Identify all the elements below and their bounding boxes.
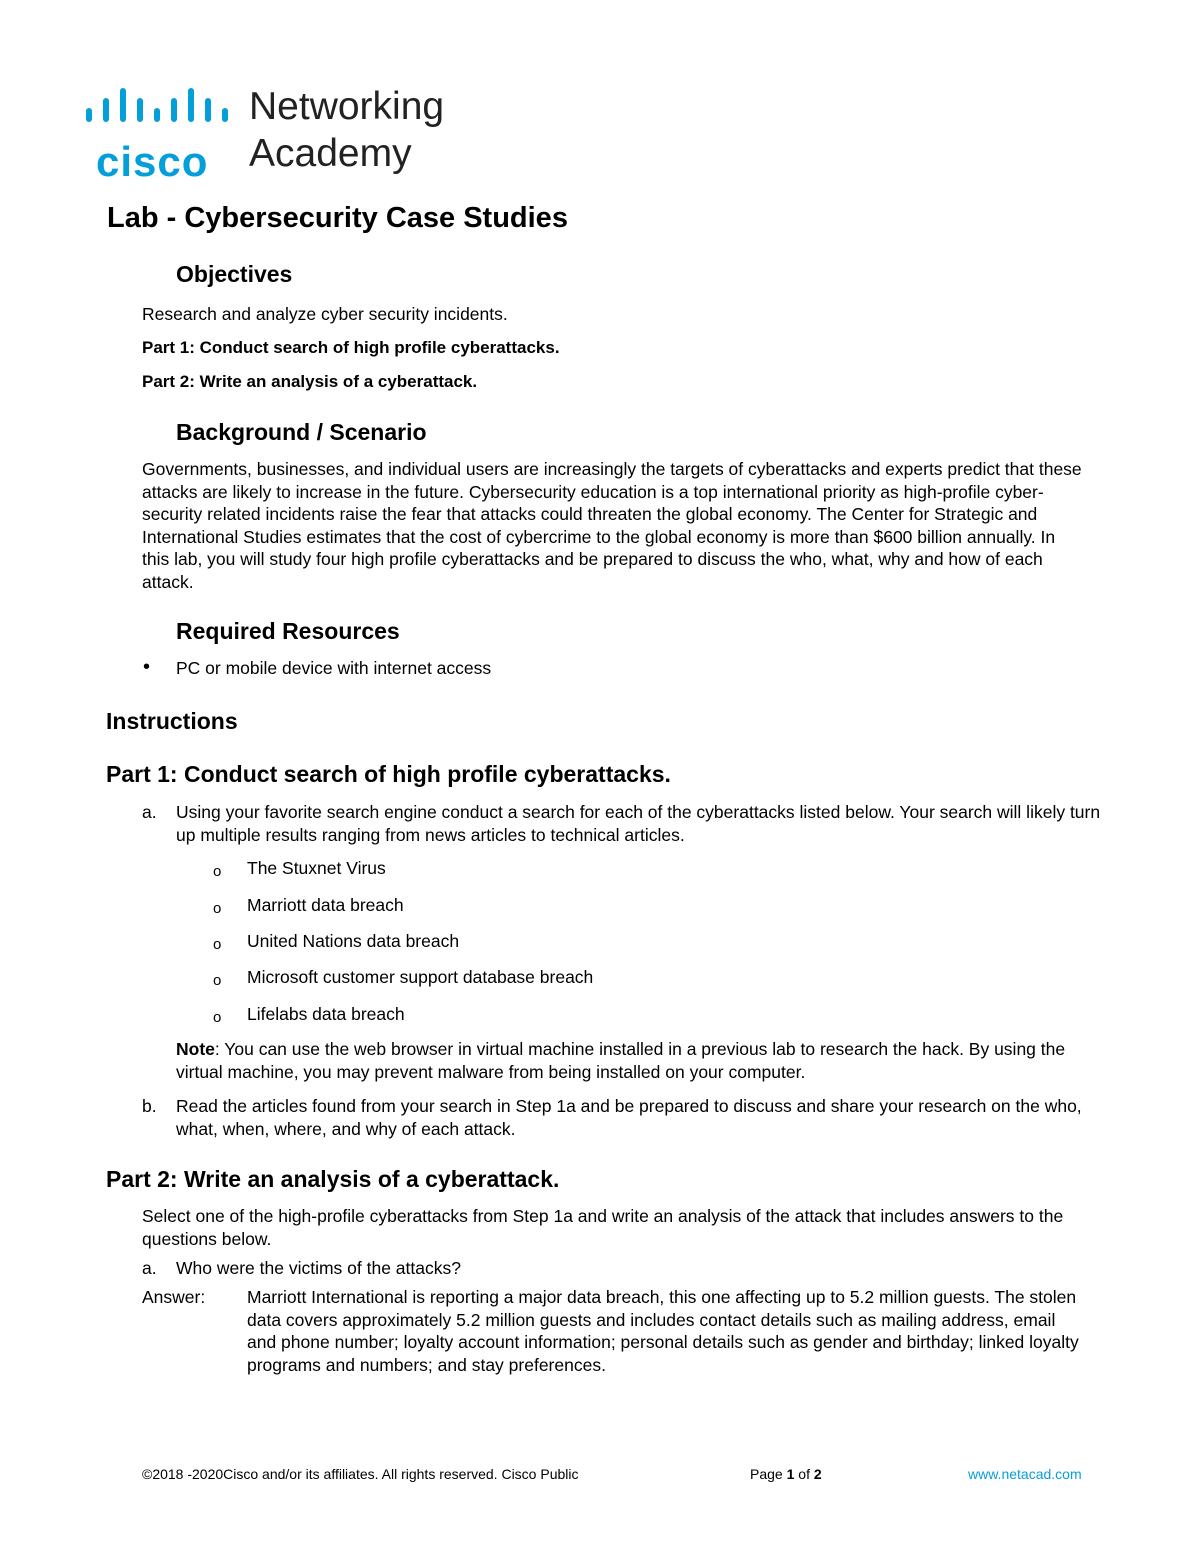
attack-list-item: Lifelabs data breach <box>247 1004 405 1024</box>
answer-text: Marriott International is reporting a major data breach, this one affecting up to 5.2 million guests. The stolen data covers approximately 5.2 million guests and includes contact details such as mailing address, email and phone number; loyalty account information; personal details such as gender and birthday; linked loyalty programs and numbers; and stay preferences. <box>247 1287 1079 1375</box>
page-title: Lab - Cybersecurity Case Studies <box>107 202 568 234</box>
logo-bar <box>120 88 126 122</box>
attack-list-item: United Nations data breach <box>247 931 460 951</box>
attack-list-item: The Stuxnet Virus <box>247 858 386 878</box>
cisco-networking-academy-logo <box>86 85 476 185</box>
resources-heading: Required Resources <box>176 618 400 644</box>
step-a-marker: a. <box>142 802 157 822</box>
footer-page-number <box>750 1466 822 1482</box>
question-a-marker: a. <box>142 1258 157 1278</box>
sub-bullet-icon: o <box>213 900 222 917</box>
note-body: : You can use the web browser in virtual machine installed in a previous lab to research the hack. By using the virtual machine, you may prevent malware from being installed on your computer. <box>176 1039 1066 1082</box>
sub-bullet-icon: o <box>213 972 222 989</box>
sub-bullet-icon: o <box>213 936 222 953</box>
attack-list-item: Marriott data breach <box>247 895 404 915</box>
step-b-text: Read the articles found from your search in Step 1a and be prepared to discuss and share your research on the who, what, when, where, and why of each attack. <box>176 1096 1082 1139</box>
step-a-text: Using your favorite search engine conduct a search for each of the cyberattacks listed below. Your search will likely turn up multiple results ranging from news articles to technical articles. <box>176 802 1101 845</box>
sub-bullet-icon: o <box>213 1009 222 1026</box>
footer-link[interactable]: www.netacad.com <box>968 1466 1082 1482</box>
logo-bar <box>171 98 177 122</box>
logo-bar <box>137 98 143 122</box>
step-b-marker: b. <box>142 1096 157 1116</box>
footer-copyright: ©2018 -2020Cisco and/or its affiliates. All rights reserved. Cisco Public <box>142 1466 579 1482</box>
bullet-icon: • <box>143 656 151 678</box>
part1-heading: Part 1: Conduct search of high profile cyberattacks. <box>106 761 671 787</box>
logo-bar <box>205 98 211 122</box>
resource-item: PC or mobile device with internet access <box>176 658 492 678</box>
logo-wordmark: cisco <box>96 138 209 185</box>
part2-intro: Select one of the high-profile cyberattacks from Step 1a and write an analysis of the attack that includes answers to the questions below. <box>142 1206 1064 1249</box>
logo-academy-text: Academy <box>249 132 412 175</box>
objectives-text: Research and analyze cyber security incidents. <box>142 304 508 324</box>
page-current: 1 <box>786 1466 795 1482</box>
logo-bar <box>103 98 109 122</box>
objectives-heading: Objectives <box>176 261 293 287</box>
logo-networking-text: Networking <box>249 85 445 128</box>
note-label: Note <box>176 1039 215 1059</box>
background-text: Governments, businesses, and individual users are increasingly the targets of cyberattacks and experts predict that these attacks are likely to increase in the future. Cybersecurity education is a top international priority as high-profile cyber-security related incidents raise the fear that attacks could threaten the global economy. The Center for Strategic and International Studies estimates that the cost of cybercrime to the global economy is more than $600 billion annually. In this lab, you will study four high profile cyberattacks and be prepared to discuss the who, what, why and how of each attack. <box>142 459 1082 592</box>
answer-label: Answer: <box>142 1287 206 1307</box>
question-a-text: Who were the victims of the attacks? <box>176 1258 461 1278</box>
page-of: of <box>794 1466 814 1482</box>
instructions-heading: Instructions <box>106 708 238 734</box>
logo-bar <box>154 108 160 122</box>
logo-bar <box>86 108 92 122</box>
objective-part1: Part 1: Conduct search of high profile cyberattacks. <box>142 338 560 357</box>
note-paragraph <box>176 1038 1106 1083</box>
objective-part2: Part 2: Write an analysis of a cyberattack. <box>142 372 478 391</box>
attack-list-item: Microsoft customer support database breach <box>247 967 594 987</box>
sub-bullet-icon: o <box>213 863 222 880</box>
page-total: 2 <box>813 1466 822 1482</box>
logo-bar <box>188 88 194 122</box>
page-prefix: Page <box>750 1466 787 1482</box>
part2-heading: Part 2: Write an analysis of a cyberattack. <box>106 1166 560 1192</box>
background-heading: Background / Scenario <box>176 419 427 445</box>
logo-bar <box>222 108 228 122</box>
